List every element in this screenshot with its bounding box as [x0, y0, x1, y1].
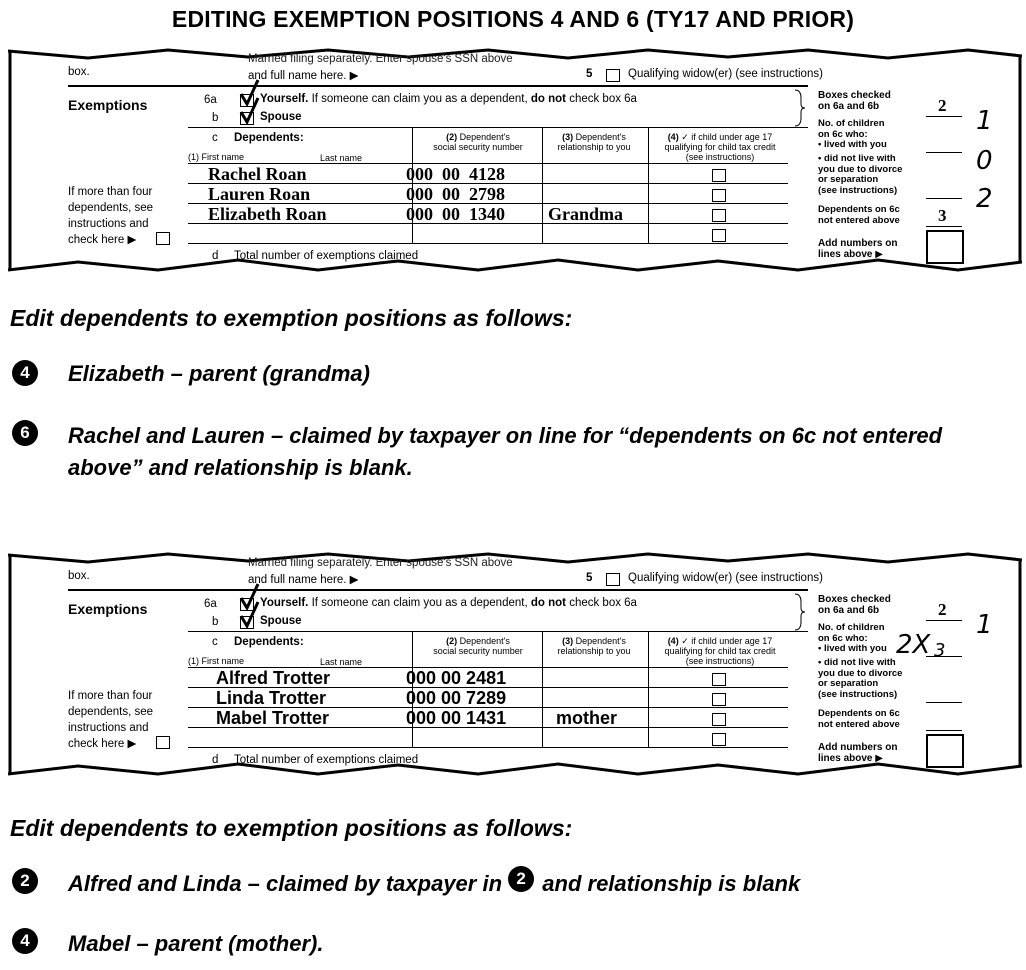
- yourself-text: Yourself.: [260, 93, 309, 105]
- first-name-label: First name: [201, 656, 245, 666]
- dependent-ssn: 000 00 1340: [406, 204, 505, 224]
- exemptions-label: Exemptions: [68, 601, 148, 617]
- more-than-four-line: dependents, see: [68, 202, 154, 214]
- add-numbers-label: lines above ▶: [818, 753, 883, 764]
- dependents-label: Dependents:: [234, 132, 304, 144]
- child-tax-credit-checkbox: [712, 169, 726, 182]
- did-not-live-label: or separation: [818, 678, 879, 689]
- boxes-checked-label: on 6a and 6b: [818, 605, 880, 616]
- did-not-live-label: you due to divorce: [818, 667, 903, 679]
- col4-num: (4): [667, 636, 679, 646]
- add-numbers-label: Add numbers on: [818, 742, 898, 753]
- instruction-item: Elizabeth – parent (grandma): [68, 361, 370, 386]
- position-bullet: 4: [12, 360, 38, 386]
- line-6b: b: [212, 112, 219, 124]
- dependent-relationship: Grandma: [548, 204, 624, 224]
- col3-label-b: relationship to you: [557, 142, 631, 152]
- line-c: c: [212, 132, 218, 144]
- children-label: No. of children: [818, 622, 885, 633]
- dependents-6c-label: not entered above: [818, 214, 900, 226]
- full-name-text: and full name here. ▶: [248, 70, 359, 82]
- line-d: d: [212, 250, 219, 262]
- dependent-name: Linda Trotter: [216, 688, 327, 708]
- line-6b: b: [212, 616, 219, 628]
- child-tax-credit-checkbox: [712, 673, 726, 686]
- more-than-four-line: If more than four: [68, 690, 153, 702]
- children-label: No. of children: [818, 118, 885, 129]
- col4-label-c: (see instructions): [685, 152, 755, 162]
- instructions-heading: Edit dependents to exemption positions as follows:: [10, 815, 573, 841]
- instruction-item: Rachel and Lauren – claimed by taxpayer on line for “dependents on 6c not entered above” and relationship is blank.: [68, 423, 943, 480]
- page-title: EDITING EXEMPTION POSITIONS 4 AND 6 (TY17 AND PRIOR): [171, 6, 855, 32]
- col4-label-b: qualifying for child tax credit: [664, 142, 776, 152]
- check-mark-icon: [238, 600, 262, 630]
- more-than-four-line: instructions and: [68, 722, 149, 734]
- spouse-text: Spouse: [260, 615, 302, 627]
- col3-label-a: Dependent's: [575, 132, 626, 142]
- check-box-text: check box 6a: [569, 597, 637, 609]
- qualifying-widow-text: Qualifying widow(er) (see instructions): [628, 68, 823, 80]
- instruction-item: Mabel – parent (mother).: [68, 931, 324, 956]
- handwritten-note: 0: [976, 146, 993, 176]
- dependents-6c-label: Dependents on 6c: [818, 708, 900, 719]
- dependents-6c-label: not entered above: [818, 718, 900, 730]
- line-d: d: [212, 754, 219, 766]
- total-box: [926, 230, 964, 264]
- dependent-ssn: 000 00 4128: [406, 164, 505, 184]
- handwritten-note: 3: [934, 640, 946, 661]
- child-tax-credit-checkbox: [712, 713, 726, 726]
- position-bullet: 6: [12, 420, 38, 446]
- dependent-name: Alfred Trotter: [216, 668, 331, 688]
- col4-label-a: ✓ if child under age 17: [681, 132, 773, 142]
- check-mark-icon: [238, 96, 262, 126]
- instructions-heading: Edit dependents to exemption positions as follows:: [10, 305, 573, 331]
- did-not-live-label: (see instructions): [818, 184, 898, 196]
- col4-label-c: (see instructions): [685, 656, 755, 666]
- child-tax-credit-checkbox: [712, 693, 726, 706]
- inline-position-bullet: 2: [508, 866, 534, 892]
- col4-label-b: qualifying for child tax credit: [664, 646, 776, 656]
- col3-num: (3): [562, 132, 574, 142]
- did-not-live-label: (see instructions): [818, 688, 898, 700]
- instruction-item: Alfred and Linda – claimed by taxpayer in: [68, 871, 503, 896]
- did-not-live-label: you due to divorce: [818, 163, 903, 175]
- handwritten-note: 1: [976, 610, 993, 640]
- last-name-label: Last name: [320, 153, 363, 163]
- dependent-relationship: mother: [556, 708, 618, 728]
- instruction-item: and relationship is blank: [542, 871, 801, 896]
- qualifying-widow-checkbox: [606, 69, 620, 82]
- col3-num: (3): [562, 636, 574, 646]
- check-box-text: check box 6a: [569, 93, 637, 105]
- add-numbers-label: Add numbers on: [818, 238, 898, 249]
- col3-label-a: Dependent's: [575, 636, 626, 646]
- dependents-6c-value: 3: [938, 206, 947, 225]
- children-label: on 6c who:: [818, 128, 868, 140]
- boxes-checked-value: 2: [938, 96, 947, 115]
- boxes-checked-label: Boxes checked: [818, 90, 891, 101]
- more-than-four-line: instructions and: [68, 218, 149, 230]
- line-c: c: [212, 636, 218, 648]
- yourself-rest: If someone can claim you as a dependent,: [311, 93, 528, 105]
- spouse-text: Spouse: [260, 111, 302, 123]
- child-tax-credit-checkbox: [712, 229, 726, 242]
- col2-num: (2): [446, 132, 458, 142]
- children-label: • lived with you: [818, 643, 887, 654]
- line5-num: 5: [586, 68, 593, 80]
- position-bullet: 4: [12, 928, 38, 954]
- yourself-rest: If someone can claim you as a dependent,: [311, 597, 528, 609]
- col4-num: (4): [667, 132, 679, 142]
- col2-label-a: Dependent's: [459, 636, 510, 646]
- do-not-text: do not: [530, 597, 566, 609]
- handwritten-note: 1: [976, 106, 993, 136]
- qualifying-widow-text: Qualifying widow(er) (see instructions): [628, 572, 823, 584]
- dependent-name: Mabel Trotter: [216, 708, 330, 728]
- dependent-ssn: 000 00 2481: [406, 668, 507, 688]
- box-text: box.: [68, 66, 90, 78]
- more-than-four-checkbox: [156, 232, 170, 245]
- col3-label-b: relationship to you: [557, 646, 631, 656]
- child-tax-credit-checkbox: [712, 189, 726, 202]
- line5-num: 5: [586, 572, 593, 584]
- more-than-four-line: If more than four: [68, 186, 153, 198]
- married-text: Married filing separately. Enter spouse's SSN above: [248, 557, 513, 569]
- dependent-ssn: 000 00 2798: [406, 184, 505, 204]
- did-not-live-label: • did not live with: [818, 657, 896, 668]
- boxes-checked-label: Boxes checked: [818, 594, 891, 605]
- total-box: [926, 734, 964, 768]
- total-exemptions-text: Total number of exemptions claimed: [234, 250, 419, 262]
- form-excerpt-1: [8, 48, 1022, 274]
- line-6a: 6a: [204, 94, 217, 106]
- add-numbers-label: lines above ▶: [818, 249, 883, 260]
- more-than-four-line: dependents, see: [68, 706, 154, 718]
- brace-icon: [793, 592, 807, 632]
- form-excerpt-2: [8, 552, 1022, 778]
- children-label: on 6c who:: [818, 632, 868, 644]
- col1-num: (1): [188, 656, 199, 666]
- more-than-four-line: check here ▶: [68, 738, 137, 750]
- box-text: box.: [68, 570, 90, 582]
- handwritten-note: 2: [976, 184, 993, 214]
- do-not-text: do not: [530, 93, 566, 105]
- dependent-name: Rachel Roan: [208, 164, 307, 184]
- children-label: • lived with you: [818, 139, 887, 150]
- total-exemptions-text: Total number of exemptions claimed: [234, 754, 419, 766]
- boxes-checked-label: on 6a and 6b: [818, 101, 880, 112]
- qualifying-widow-checkbox: [606, 573, 620, 586]
- more-than-four-line: check here ▶: [68, 234, 137, 246]
- dependent-name: Elizabeth Roan: [208, 204, 327, 224]
- full-name-text: and full name here. ▶: [248, 574, 359, 586]
- col2-num: (2): [446, 636, 458, 646]
- married-text: Married filing separately. Enter spouse's SSN above: [248, 53, 513, 65]
- did-not-live-label: or separation: [818, 174, 879, 185]
- line-6a: 6a: [204, 598, 217, 610]
- dependent-ssn: 000 00 7289: [406, 688, 507, 708]
- dependent-name: Lauren Roan: [208, 184, 311, 204]
- dependents-label: Dependents:: [234, 636, 304, 648]
- col2-label-b: social security number: [433, 142, 523, 152]
- col1-num: (1): [188, 152, 199, 162]
- child-tax-credit-checkbox: [712, 209, 726, 222]
- more-than-four-checkbox: [156, 736, 170, 749]
- dependents-6c-label: Dependents on 6c: [818, 204, 900, 215]
- col4-label-a: ✓ if child under age 17: [681, 636, 773, 646]
- exemptions-label: Exemptions: [68, 97, 148, 113]
- dependent-ssn: 000 00 1431: [406, 708, 507, 728]
- first-name-label: First name: [201, 152, 245, 162]
- boxes-checked-value: 2: [938, 600, 947, 619]
- yourself-text: Yourself.: [260, 597, 309, 609]
- brace-icon: [793, 88, 807, 128]
- did-not-live-label: • did not live with: [818, 153, 896, 164]
- handwritten-note: 2X: [896, 630, 931, 660]
- col2-label-b: social security number: [433, 646, 523, 656]
- col2-label-a: Dependent's: [459, 132, 510, 142]
- child-tax-credit-checkbox: [712, 733, 726, 746]
- last-name-label: Last name: [320, 657, 363, 667]
- position-bullet: 2: [12, 868, 38, 894]
